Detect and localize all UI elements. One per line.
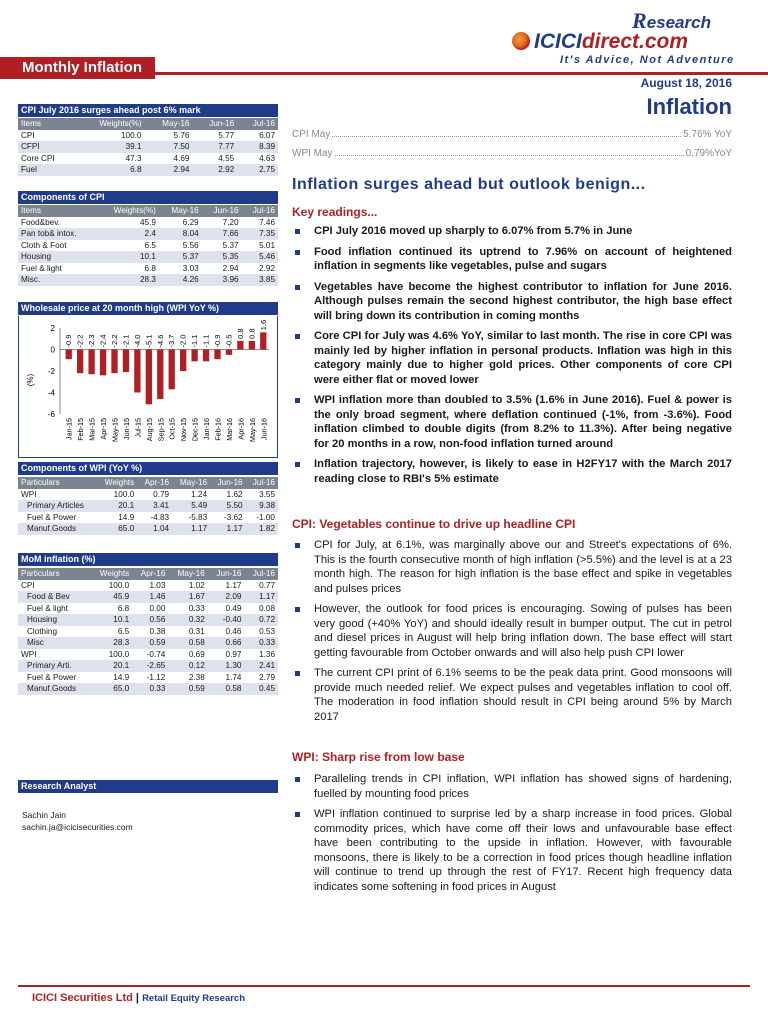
cell: 0.33: [132, 683, 168, 695]
logo-direct: direct.com: [581, 30, 689, 53]
x-tick-label: Feb-15: [76, 418, 86, 441]
col-header: Jul-16: [246, 477, 278, 489]
bar: [134, 350, 140, 393]
cell: 2.75: [237, 164, 278, 176]
y-tick-label: -6: [47, 410, 55, 419]
icici-direct-logo: [512, 30, 688, 54]
x-tick-label: Sep-15: [156, 418, 166, 442]
cell: 0.59: [132, 637, 168, 649]
cell: 20.1: [90, 660, 132, 672]
cell: 2.79: [244, 672, 278, 684]
cell: 5.46: [242, 251, 278, 263]
col-header: Weights: [97, 477, 137, 489]
cell: 14.9: [90, 672, 132, 684]
analyst-title: Research Analyst: [18, 780, 278, 793]
cell: 5.76: [145, 130, 193, 142]
cell: 1.82: [246, 523, 278, 535]
x-tick-label: Nov-15: [179, 418, 189, 442]
cell: 45.9: [90, 591, 132, 603]
cell: 6.8: [75, 164, 144, 176]
col-header: Items: [18, 118, 75, 130]
table-row: [18, 130, 278, 142]
bar: [191, 350, 197, 362]
cell: 14.9: [97, 512, 137, 524]
bar: [123, 350, 129, 373]
cell: 5.35: [202, 251, 242, 263]
cell: 0.33: [168, 603, 207, 615]
cell: 3.41: [137, 500, 172, 512]
cell: 100.0: [90, 580, 132, 592]
key-readings-list: [292, 224, 732, 492]
cell: 1.24: [172, 489, 210, 501]
cell: 0.12: [168, 660, 207, 672]
cell: Manuf.Goods: [18, 523, 97, 535]
cell: 47.3: [75, 153, 144, 165]
table-header-row: [18, 118, 278, 130]
cell: 28.3: [90, 637, 132, 649]
col-header: May-16: [172, 477, 210, 489]
x-tick-label: Mar-15: [87, 418, 97, 441]
footer-company: ICICI Securities Ltd: [32, 992, 133, 1004]
cell: 1.74: [208, 672, 245, 684]
cell: 100.0: [75, 130, 144, 142]
table-header-row: [18, 477, 278, 489]
research-logo-text: esearch: [646, 13, 711, 32]
cell: 0.49: [208, 603, 245, 615]
x-tick-label: Jul-15: [133, 418, 143, 438]
data-label: -2.2: [75, 334, 85, 348]
cell: 1.04: [137, 523, 172, 535]
headline: Inflation surges ahead but outlook benign...: [292, 176, 646, 193]
col-header: Particulars: [18, 477, 97, 489]
list-item: Paralleling trends in CPI inflation, WPI inflation has showed signs of hardening, fuelled by mounting food prices: [292, 772, 732, 801]
analyst-email[interactable]: sachin.ja@icicisecurities.com: [22, 822, 133, 832]
cell: Food & Bev: [18, 591, 90, 603]
col-header: Apr-16: [132, 568, 168, 580]
col-header: Weights: [90, 568, 132, 580]
cell: 0.46: [208, 626, 245, 638]
footer: [32, 992, 245, 1004]
table-row: [18, 141, 278, 153]
bar: [88, 350, 94, 375]
cpi-list: [292, 538, 732, 730]
y-tick-label: -2: [47, 367, 55, 376]
x-tick-label: Apr-15: [99, 418, 109, 440]
cell: 0.59: [168, 683, 207, 695]
col-header: Jul-16: [244, 568, 278, 580]
cell: 4.69: [145, 153, 193, 165]
cell: Fuel & Power: [18, 512, 97, 524]
cell: Misc: [18, 637, 90, 649]
col-header: Weights(%): [75, 118, 144, 130]
col-header: Jun-16: [208, 568, 245, 580]
data-label: -2.1: [121, 334, 131, 348]
wpi-yoy-bar-chart: [19, 316, 277, 456]
cell: 5.01: [242, 240, 278, 252]
data-label: -4.0: [132, 334, 142, 348]
cell: 1.17: [208, 580, 245, 592]
cell: Fuel & Power: [18, 672, 90, 684]
cell: 5.37: [202, 240, 242, 252]
list-item: The current CPI print of 6.1% seems to be the peak data print. Good monsoons will provide much needed relief. We expect pulses and vegetables inflation to cool off. The moderation in food inflation should result in CPI being around 5% by March 2017: [292, 666, 732, 724]
cell: Fuel & light: [18, 263, 97, 275]
data-label: -2.0: [178, 334, 188, 348]
cell: 0.79: [137, 489, 172, 501]
cell: 10.1: [90, 614, 132, 626]
key-readings-heading: Key readings...: [292, 205, 378, 219]
data-label: 1.6: [258, 319, 268, 331]
footer-separator: |: [135, 992, 139, 1004]
mom-table: [18, 568, 278, 695]
cell: 3.55: [246, 489, 278, 501]
cell: 0.38: [132, 626, 168, 638]
cell: CPI: [18, 580, 90, 592]
col-header: Weights(%): [97, 205, 159, 217]
cell: 2.41: [244, 660, 278, 672]
data-label: -0.9: [213, 334, 222, 348]
wpi-components-title: Components of WPI (YoY %): [18, 462, 278, 475]
col-header: Jul-16: [237, 118, 278, 130]
cell: 100.0: [90, 649, 132, 661]
y-tick-label: -4: [47, 388, 55, 398]
footer-unit: Retail Equity Research: [142, 993, 246, 1004]
report-type-band: Monthly Inflation: [0, 57, 155, 79]
cell: 1.30: [208, 660, 245, 672]
list-item: Vegetables have become the highest contributor to inflation for June 2016. Although pulses remain the second highest contributor, the high base effect will bring down its contribution in coming months: [292, 280, 732, 324]
table-row: [18, 591, 278, 603]
cell: 6.8: [90, 603, 132, 615]
table-row: [18, 614, 278, 626]
kv-value: 5.76% YoY: [683, 129, 732, 140]
data-label: 0.8: [235, 328, 245, 339]
cell: 1.46: [132, 591, 168, 603]
x-tick-label: Jan-16: [202, 418, 212, 440]
col-header: May-16: [145, 118, 193, 130]
cell: 3.96: [202, 274, 242, 286]
header-rule: [155, 72, 768, 75]
bar: [260, 332, 266, 349]
cell: 4.63: [237, 153, 278, 165]
x-tick-label: May-16: [247, 418, 257, 442]
x-tick-label: Jun-15: [121, 418, 131, 440]
cell: 6.5: [97, 240, 159, 252]
footer-rule: [18, 985, 750, 987]
cell: 6.29: [159, 217, 202, 229]
table-row: [18, 523, 278, 535]
cpi-components-title: Components of CPI: [18, 191, 278, 204]
cpi-table-title: CPI July 2016 surges ahead post 6% mark: [18, 104, 278, 117]
page-title: Inflation: [646, 94, 732, 119]
list-item: WPI inflation more than doubled to 3.5% (1.6% in June 2016). Fuel & power is the only broad segment, where deflation continued (-1%, from -3.6%). Food inflation climbed to double digits (from 8.2% to 11.3%). After being negative for 20 months in a row, non-food inflation turned around: [292, 393, 732, 451]
col-header: May-16: [159, 205, 202, 217]
x-tick-label: Aug-15: [144, 418, 154, 442]
research-logo-r: R: [632, 8, 647, 33]
cell: 6.07: [237, 130, 278, 142]
bar: [249, 341, 255, 350]
cell: 7.50: [145, 141, 193, 153]
bar: [237, 341, 243, 350]
cell: 2.4: [97, 228, 159, 240]
cell: 0.32: [168, 614, 207, 626]
data-label: -2.3: [87, 334, 97, 348]
cell: 0.33: [244, 637, 278, 649]
cell: Food&bev.: [18, 217, 97, 229]
cell: CFPI: [18, 141, 75, 153]
list-item: Core CPI for July was 4.6% YoY, similar to last month. The rise in core CPI was mainly led by higher inflation in personal products. Inflation was high in this category mainly due to higher gold prices. Other components of core CPI were either flat or moved lower: [292, 329, 732, 387]
cell: 6.5: [90, 626, 132, 638]
bar: [146, 350, 152, 405]
research-logo: [632, 8, 760, 32]
col-header: Particulars: [18, 568, 90, 580]
cell: 5.77: [192, 130, 237, 142]
mom-title: MoM inflation (%): [18, 553, 278, 566]
list-item: Inflation trajectory, however, is likely to ease in H2FY17 with the March 2017 reading close to RBI's 5% estimate: [292, 457, 732, 486]
x-tick-label: Jan-15: [64, 418, 74, 440]
cell: Pan tob& intox.: [18, 228, 97, 240]
cell: 20.1: [97, 500, 137, 512]
bar: [100, 350, 106, 376]
cpi-section-heading: CPI: Vegetables continue to drive up headline CPI: [292, 517, 576, 531]
table-row: [18, 240, 278, 252]
data-label: -1.1: [201, 334, 211, 348]
swirl-icon: [512, 32, 530, 50]
kv-value: 0.79%YoY: [685, 148, 732, 159]
cell: 2.38: [168, 672, 207, 684]
y-axis-label: (%): [26, 373, 35, 387]
cell: Fuel & light: [18, 603, 90, 615]
data-label: -0.9: [64, 334, 74, 348]
data-label: -2.4: [98, 334, 108, 348]
cell: Cloth & Foot: [18, 240, 97, 252]
table-row: [18, 580, 278, 592]
cell: 45.9: [97, 217, 159, 229]
bar: [180, 350, 186, 372]
data-label: -4.6: [155, 334, 165, 348]
col-header: Jul-16: [242, 205, 278, 217]
cell: 8.04: [159, 228, 202, 240]
table-row: [18, 489, 278, 501]
y-tick-label: 0: [50, 345, 55, 355]
cell: 1.17: [172, 523, 210, 535]
x-tick-label: Apr-16: [236, 418, 246, 440]
cpi-table: [18, 118, 278, 176]
table-row: [18, 672, 278, 684]
cell: 5.37: [159, 251, 202, 263]
table-row: [18, 683, 278, 695]
col-header: May-16: [168, 568, 207, 580]
cell: 65.0: [90, 683, 132, 695]
bar: [66, 350, 72, 360]
cell: 0.00: [132, 603, 168, 615]
cell: Primary Arti.: [18, 660, 90, 672]
table-row: [18, 512, 278, 524]
wpi-list: [292, 772, 732, 900]
table-row: [18, 637, 278, 649]
cell: 100.0: [97, 489, 137, 501]
cell: 5.50: [210, 500, 245, 512]
list-item: CPI for July, at 6.1%, was marginally above our and Street's expectations of 6%. This is the fourth consecutive month of high inflation (>5.5%) and the level is at a 23 month high. The reason for high inflation is the base effect and spike in vegetables and pulses prices: [292, 538, 732, 596]
cell: 0.72: [244, 614, 278, 626]
cell: Clothing: [18, 626, 90, 638]
cell: 39.1: [75, 141, 144, 153]
x-tick-label: May-15: [110, 418, 120, 442]
data-label: -3.7: [167, 334, 177, 348]
cell: 2.92: [192, 164, 237, 176]
chart-title: Wholesale price at 20 month high (WPI YoY %): [18, 302, 278, 315]
cell: 1.17: [244, 591, 278, 603]
cell: Misc.: [18, 274, 97, 286]
table-row: [18, 626, 278, 638]
cell: 10.1: [97, 251, 159, 263]
cell: 3.03: [159, 263, 202, 275]
data-label: -5.1: [144, 334, 154, 348]
cell: 7.20: [202, 217, 242, 229]
data-label: -2.2: [110, 334, 119, 348]
table-row: [18, 649, 278, 661]
cell: 2.92: [242, 263, 278, 275]
analyst-name: Sachin Jain: [22, 810, 66, 820]
col-header: Jun-16: [202, 205, 242, 217]
x-tick-label: Jun-16: [259, 418, 269, 440]
cell: 28.3: [97, 274, 159, 286]
cell: 0.45: [244, 683, 278, 695]
bar: [203, 350, 209, 362]
cell: 7.77: [192, 141, 237, 153]
wpi-section-heading: WPI: Sharp rise from low base: [292, 750, 465, 764]
cell: WPI: [18, 489, 97, 501]
list-item: WPI inflation continued to surprise led by a sharp increase in food prices. Global commodity prices, which have come off their lows and unfavourable base effect have been contributing to the upside in inflation. However, with favourable monsoons, there is likely to be a correction in food prices though headline inflation will continue to trend up through the rest of FY17. Recent high frequency data indicates some softening in food prices in August: [292, 807, 732, 894]
x-tick-label: Dec-15: [190, 418, 200, 442]
cell: 5.56: [159, 240, 202, 252]
wpi-may-row: [292, 148, 732, 159]
bar: [77, 350, 83, 374]
cell: 4.55: [192, 153, 237, 165]
table-row: [18, 251, 278, 263]
list-item: However, the outlook for food prices is encouraging. Sowing of pulses has been very good (+40% YoY) and should ideally result in bumper output. The cut in petrol and diesel prices in August will help bring inflation down. The base effect will start getting favourable from October onwards and will also help push CPI lower: [292, 602, 732, 660]
data-label: 0.8: [247, 328, 257, 339]
cell: 0.58: [208, 683, 245, 695]
y-tick-label: 2: [50, 324, 55, 333]
x-tick-label: Mar-16: [224, 418, 234, 441]
col-header: Apr-16: [137, 477, 172, 489]
cell: 2.09: [208, 591, 245, 603]
cell: 0.97: [208, 649, 245, 661]
cell: 7.46: [242, 217, 278, 229]
cell: -4.83: [137, 512, 172, 524]
cell: 0.69: [168, 649, 207, 661]
cell: CPI: [18, 130, 75, 142]
cell: 1.36: [244, 649, 278, 661]
table-row: [18, 263, 278, 275]
col-header: Items: [18, 205, 97, 217]
table-header-row: [18, 205, 278, 217]
cell: 1.17: [210, 523, 245, 535]
col-header: Jun-16: [210, 477, 245, 489]
list-item: CPI July 2016 moved up sharply to 6.07% from 5.7% in June: [292, 224, 732, 239]
table-row: [18, 228, 278, 240]
data-label: -1.1: [190, 334, 200, 348]
table-row: [18, 603, 278, 615]
bar: [157, 350, 163, 399]
cell: -2.65: [132, 660, 168, 672]
table-row: [18, 274, 278, 286]
cell: 0.56: [132, 614, 168, 626]
cell: 7.66: [202, 228, 242, 240]
cell: 8.39: [237, 141, 278, 153]
cell: Fuel: [18, 164, 75, 176]
kv-label: WPI May: [292, 148, 333, 159]
col-header: Jun-16: [192, 118, 237, 130]
wpi-chart-box: [18, 316, 278, 458]
cell: Manuf.Goods: [18, 683, 90, 695]
cell: 1.03: [132, 580, 168, 592]
bar: [169, 350, 175, 390]
cell: 0.58: [168, 637, 207, 649]
cell: 5.49: [172, 500, 210, 512]
cell: 65.0: [97, 523, 137, 535]
cpi-may-row: [292, 129, 732, 140]
wpi-components-table: [18, 477, 278, 535]
cell: Housing: [18, 251, 97, 263]
table-row: [18, 217, 278, 229]
list-item: Food inflation continued its uptrend to 7.96% on account of heightened inflation in segments like vegetables, pulse and sugars: [292, 245, 732, 274]
report-date: August 18, 2016: [640, 76, 732, 90]
cell: 4.26: [159, 274, 202, 286]
cell: 1.62: [210, 489, 245, 501]
cell: -1.12: [132, 672, 168, 684]
bar: [226, 350, 232, 355]
table-header-row: [18, 568, 278, 580]
x-tick-label: Feb-16: [213, 418, 223, 441]
table-row: [18, 660, 278, 672]
cell: -0.74: [132, 649, 168, 661]
cell: Core CPI: [18, 153, 75, 165]
cell: 0.31: [168, 626, 207, 638]
cell: 0.66: [208, 637, 245, 649]
cell: -5.83: [172, 512, 210, 524]
cell: -3.62: [210, 512, 245, 524]
table-row: [18, 153, 278, 165]
data-label: -0.5: [224, 334, 234, 348]
cell: 1.02: [168, 580, 207, 592]
cell: 3.85: [242, 274, 278, 286]
cpi-components-table: [18, 205, 278, 286]
cell: 0.53: [244, 626, 278, 638]
cell: 9.38: [246, 500, 278, 512]
cell: 6.8: [97, 263, 159, 275]
cell: -1.00: [246, 512, 278, 524]
cell: 2.94: [145, 164, 193, 176]
logo-icici: ICICI: [534, 30, 582, 53]
cell: Housing: [18, 614, 90, 626]
cell: WPI: [18, 649, 90, 661]
cell: 2.94: [202, 263, 242, 275]
x-tick-label: Oct-15: [167, 418, 177, 440]
table-row: [18, 500, 278, 512]
kv-label: CPI May: [292, 129, 331, 140]
cell: 0.77: [244, 580, 278, 592]
cell: 1.67: [168, 591, 207, 603]
cell: 0.08: [244, 603, 278, 615]
bar: [214, 350, 220, 360]
cell: 7.35: [242, 228, 278, 240]
tagline: It's Advice, Not Adventure: [560, 54, 735, 66]
bar: [111, 350, 117, 374]
table-row: [18, 164, 278, 176]
cell: Primary Articles: [18, 500, 97, 512]
cell: -0.40: [208, 614, 245, 626]
